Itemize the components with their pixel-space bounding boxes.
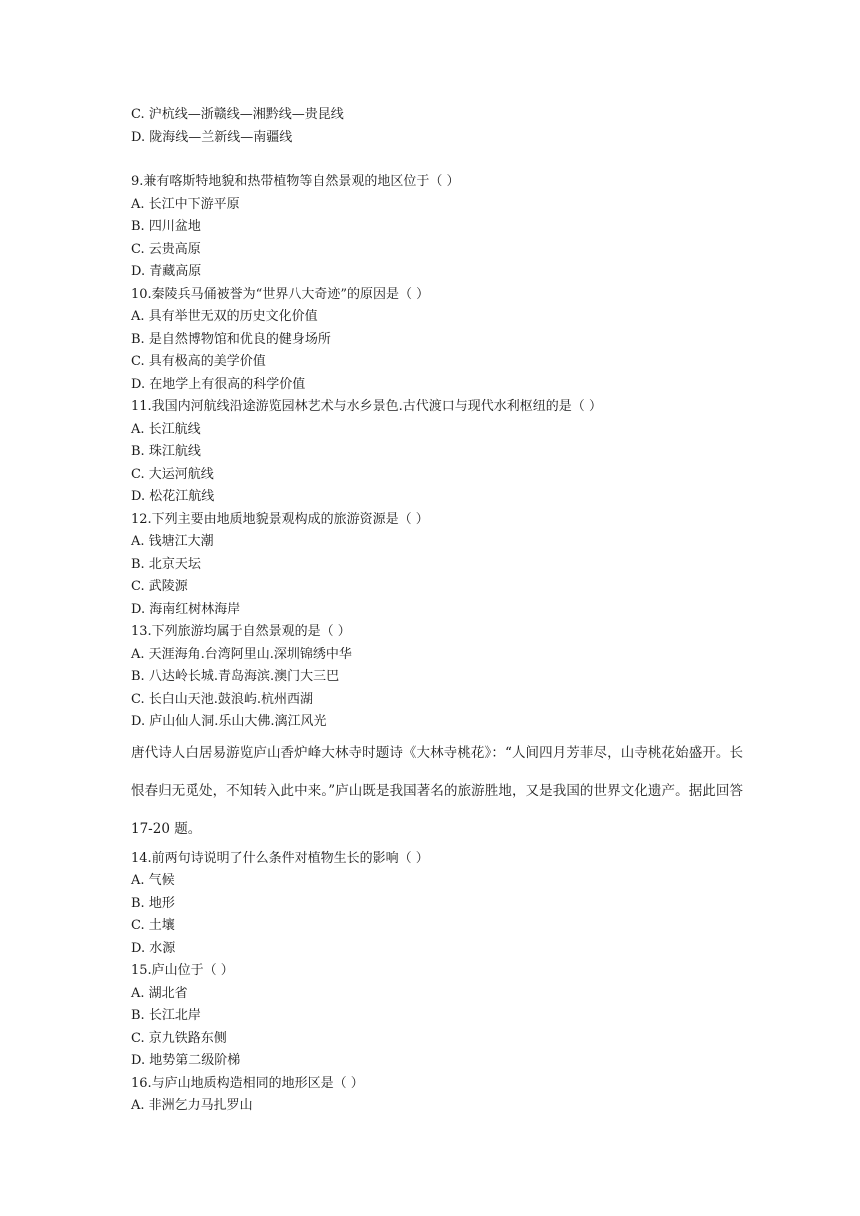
option-line: C. 云贵高原 [131, 241, 201, 257]
option-line: B. 是自然博物馆和优良的健身场所 [131, 331, 331, 347]
option-line: A. 湖北省 [131, 985, 188, 1001]
option-line: D. 地势第二级阶梯 [131, 1053, 241, 1068]
option-line: C. 武陵源 [131, 579, 188, 594]
question-stem: 11.我国内河航线沿途游览园林艺术与水乡景色.古代渡口与现代水利枢纽的是（ ） [131, 399, 602, 414]
option-line: D. 在地学上有很高的科学价值 [131, 376, 306, 392]
question-stem: 15.庐山位于（ ） [131, 963, 234, 978]
option-line: B. 地形 [131, 895, 175, 911]
spacer [131, 149, 751, 171]
option-line: D. 庐山仙人洞.乐山大佛.漓江风光 [131, 714, 327, 729]
option-line: B. 八达岭长城.青岛海滨.澳门大三巴 [131, 669, 340, 684]
question-stem: 9.兼有喀斯特地貌和热带植物等自然景观的地区位于（ ） [131, 174, 460, 189]
question-stem: 12.下列主要由地质地貌景观构成的旅游资源是（ ） [131, 511, 429, 527]
question-stem: 10.秦陵兵马俑被誉为“世界八大奇迹”的原因是（ ） [131, 286, 430, 302]
option-line: C. 大运河航线 [131, 466, 214, 482]
question-stem: 16.与庐山地质构造相同的地形区是（ ） [131, 1075, 364, 1091]
question-stem: 13.下列旅游均属于自然景观的是（ ） [131, 624, 351, 639]
option-line: A. 钱塘江大潮 [131, 534, 214, 549]
option-line: A. 气候 [131, 873, 175, 888]
option-line: B. 长江北岸 [131, 1008, 201, 1023]
option-line: A. 非洲乞力马扎罗山 [131, 1098, 253, 1113]
option-line: A. 天涯海角.台湾阿里山.深圳锦绣中华 [131, 646, 352, 662]
option-line: C. 土壤 [131, 918, 175, 933]
option-line: D. 松花江航线 [131, 489, 215, 504]
option-line: B. 珠江航线 [131, 444, 201, 459]
question-stem: 14.前两句诗说明了什么条件对植物生长的影响（ ） [131, 850, 429, 866]
option-line: D. 陇海线—兰新线—南疆线 [131, 129, 293, 145]
option-line: A. 长江航线 [131, 421, 201, 437]
option-line: B. 北京天坛 [131, 556, 201, 572]
option-line: C. 京九铁路东侧 [131, 1030, 227, 1046]
option-line: A. 长江中下游平原 [131, 196, 240, 212]
option-line: A. 具有举世无双的历史文化价值 [131, 309, 318, 324]
exam-page [131, 104, 751, 1118]
option-line: D. 水源 [131, 940, 176, 956]
option-line: D. 青藏高原 [131, 264, 202, 279]
option-line: C. 沪杭线—浙赣线—湘黔线—贵昆线 [131, 107, 344, 122]
option-line: C. 具有极高的美学价值 [131, 354, 266, 369]
option-line: C. 长白山天池.鼓浪屿.杭州西湖 [131, 691, 314, 707]
reading-passage: 唐代诗人白居易游览庐山香炉峰大林寺时题诗《大林寺桃花》：“人间四月芳菲尽，山寺桃花始盛开。长恨春归无觅处，不知转入此中来。”庐山既是我国著名的旅游胜地，又是我国的世界文化遗产。据此回答 17-20 题。 [131, 744, 743, 837]
option-line: B. 四川盆地 [131, 219, 201, 234]
option-line: D. 海南红树林海岸 [131, 601, 241, 617]
